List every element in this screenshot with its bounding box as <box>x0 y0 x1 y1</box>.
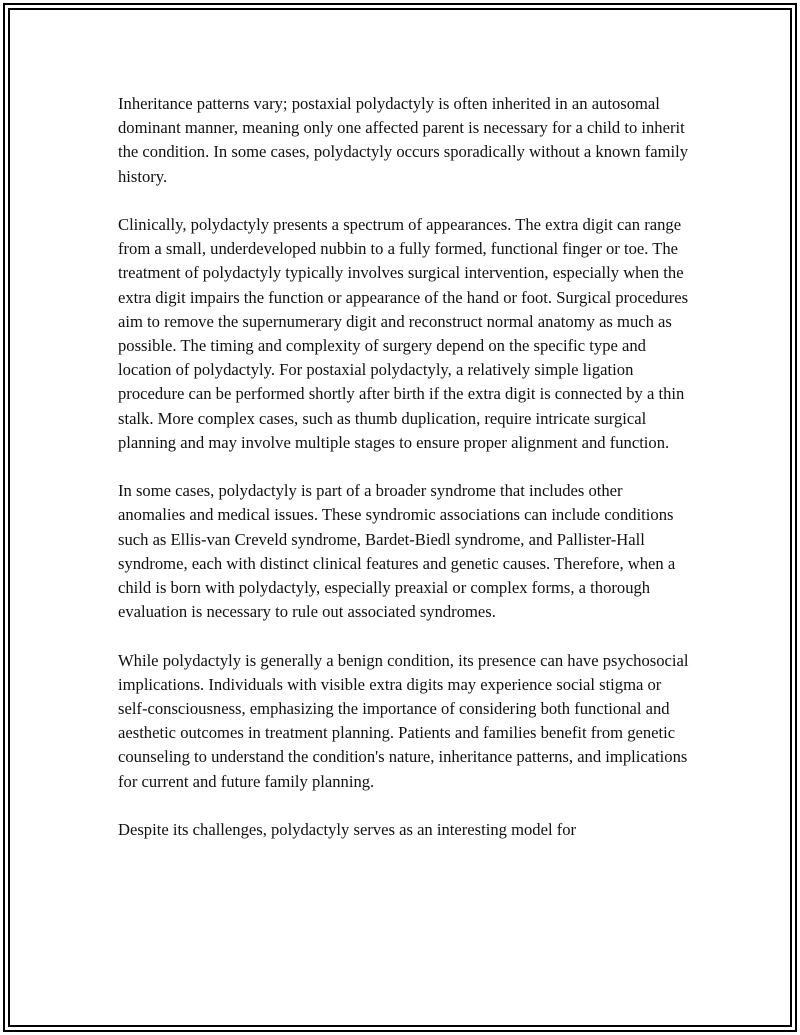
paragraph-syndromic-associations: In some cases, polydactyly is part of a broader syndrome that includes other anomalies and medical issues. These syndromic associations can include conditions such as Ellis-van Creveld syndrome, Bardet-Biedl syndrome, and Pallister-Hall syndrome, each with distinct clinical features and genetic causes. Therefore, when a child is born with polydactyly, especially preaxial or complex forms, a thorough evaluation is necessary to rule out associated syndromes. <box>118 481 676 622</box>
document-body <box>118 92 690 866</box>
paragraph-clinical-presentation: Clinically, polydactyly presents a spectrum of appearances. The extra digit can range from a small, underdeveloped nubbin to a fully formed, functional finger or toe. The treatment of polydactyly typically involves surgical intervention, especially when the extra digit impairs the function or appearance of the hand or foot. Surgical procedures aim to remove the supernumerary digit and reconstruct normal anatomy as much as possible. The timing and complexity of surgery depend on the specific type and location of polydactyly. For postaxial polydactyly, a relatively simple ligation procedure can be performed shortly after birth if the extra digit is connected by a thin stalk. More complex cases, such as thumb duplication, require intricate surgical planning and may involve multiple stages to ensure proper alignment and function. <box>118 215 689 452</box>
paragraph-psychosocial: While polydactyly is generally a benign condition, its presence can have psychosocial implications. Individuals with visible extra digits may experience social stigma or self-consciousness, emphasizing the importance of considering both functional and aesthetic outcomes in treatment planning. Patients and families benefit from genetic counseling to understand the condition's nature, inheritance patterns, and implications for current and future family planning. <box>118 650 689 791</box>
paragraph-model: Despite its challenges, polydactyly serves as an interesting model for <box>118 820 577 840</box>
paragraph-inheritance: Inheritance patterns vary; postaxial polydactyly is often inherited in an autosomal dominant manner, meaning only one affected parent is necessary for a child to inherit the condition. In some cases, polydactyly occurs sporadically without a known family history. <box>118 94 689 186</box>
